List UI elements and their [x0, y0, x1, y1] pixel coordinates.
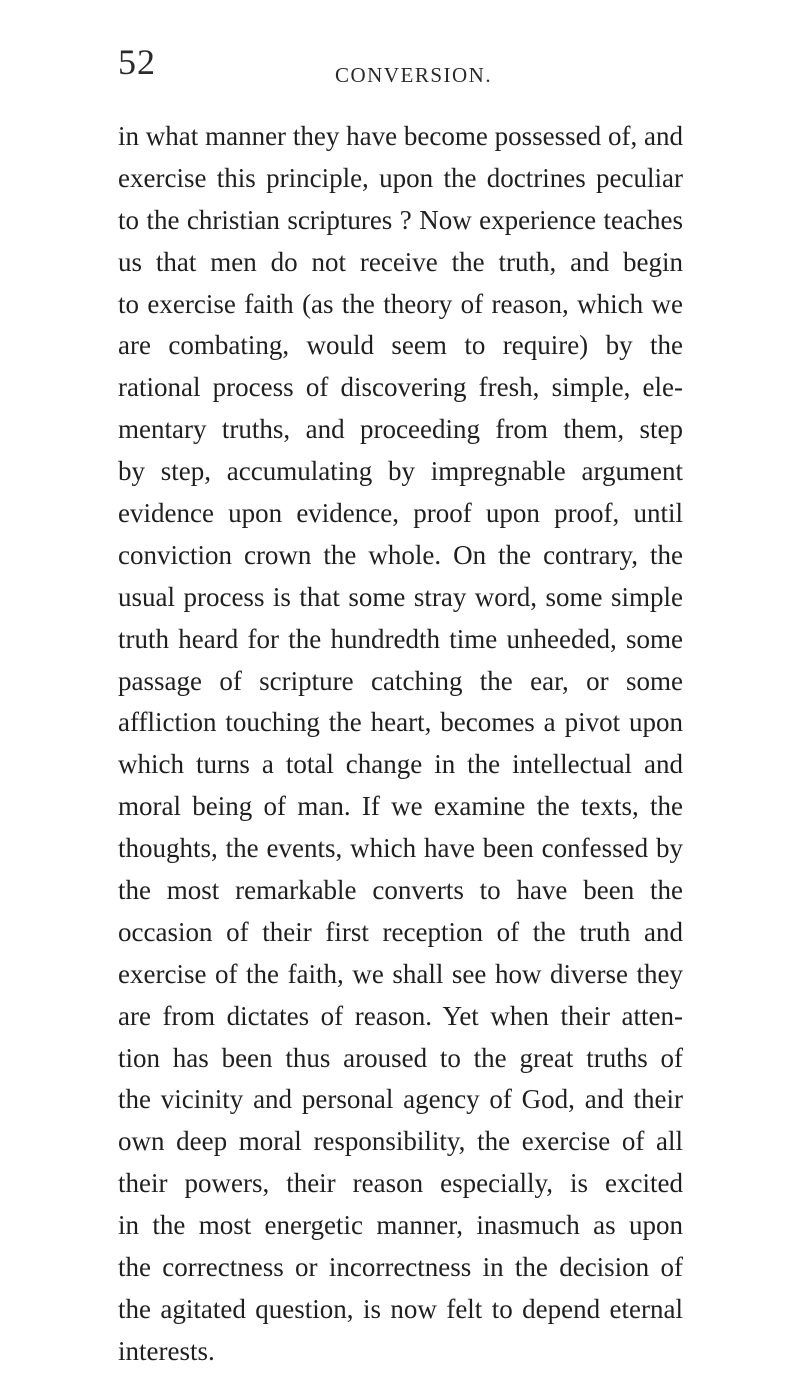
text-line: moral being of man. If we examine the texts, the — [118, 791, 683, 822]
text-line: which turns a total change in the intellectual and — [118, 749, 683, 780]
text-line: their powers, their reason especially, is excited — [118, 1168, 683, 1199]
text-line: mentary truths, and proceeding from them, step — [118, 414, 683, 445]
text-line: evidence upon evidence, proof upon proof, until — [118, 498, 683, 529]
text-line: rational process of discovering fresh, simple, ele- — [118, 372, 683, 403]
text-line: exercise this principle, upon the doctrines peculiar — [118, 162, 683, 193]
text-line: the vicinity and personal agency of God, and their — [118, 1084, 683, 1115]
body-paragraph — [118, 116, 683, 1373]
text-line: affliction touching the heart, becomes a pivot upon — [118, 707, 683, 738]
text-line: are combating, would seem to require) by the — [118, 330, 683, 361]
text-line-last: interests. — [118, 1335, 215, 1366]
text-line: the correctness or incorrectness in the decision of — [118, 1252, 683, 1283]
text-line: tion has been thus aroused to the great truths of — [118, 1042, 683, 1073]
text-line: occasion of their first reception of the truth and — [118, 916, 683, 947]
text-line: truth heard for the hundredth time unheeded, some — [118, 623, 683, 654]
text-line: to exercise faith (as the theory of reason, which we — [118, 288, 683, 319]
text-line: the most remarkable converts to have been the — [118, 875, 683, 906]
text-line: exercise of the faith, we shall see how diverse they — [118, 958, 683, 989]
text-line: passage of scripture catching the ear, or some — [118, 665, 683, 696]
text-line: the agitated question, is now felt to depend eternal — [118, 1293, 683, 1324]
text-line: are from dictates of reason. Yet when their atten- — [118, 1000, 683, 1031]
running-head: CONVERSION. — [335, 63, 493, 87]
text-line: to the christian scriptures ? Now experience teaches — [118, 204, 683, 235]
page-number: 52 — [118, 42, 156, 82]
text-line: in the most energetic manner, inasmuch as upon — [118, 1210, 683, 1241]
text-line: thoughts, the events, which have been confessed by — [118, 833, 683, 864]
text-line: usual process is that some stray word, some simple — [118, 581, 683, 612]
text-line: own deep moral responsibility, the exercise of all — [118, 1126, 683, 1157]
text-line: in what manner they have become possessed of, and — [118, 121, 683, 151]
text-line: by step, accumulating by impregnable argument — [118, 456, 683, 487]
text-line: us that men do not receive the truth, and begin — [118, 246, 683, 277]
text-line: conviction crown the whole. On the contrary, the — [118, 539, 683, 570]
